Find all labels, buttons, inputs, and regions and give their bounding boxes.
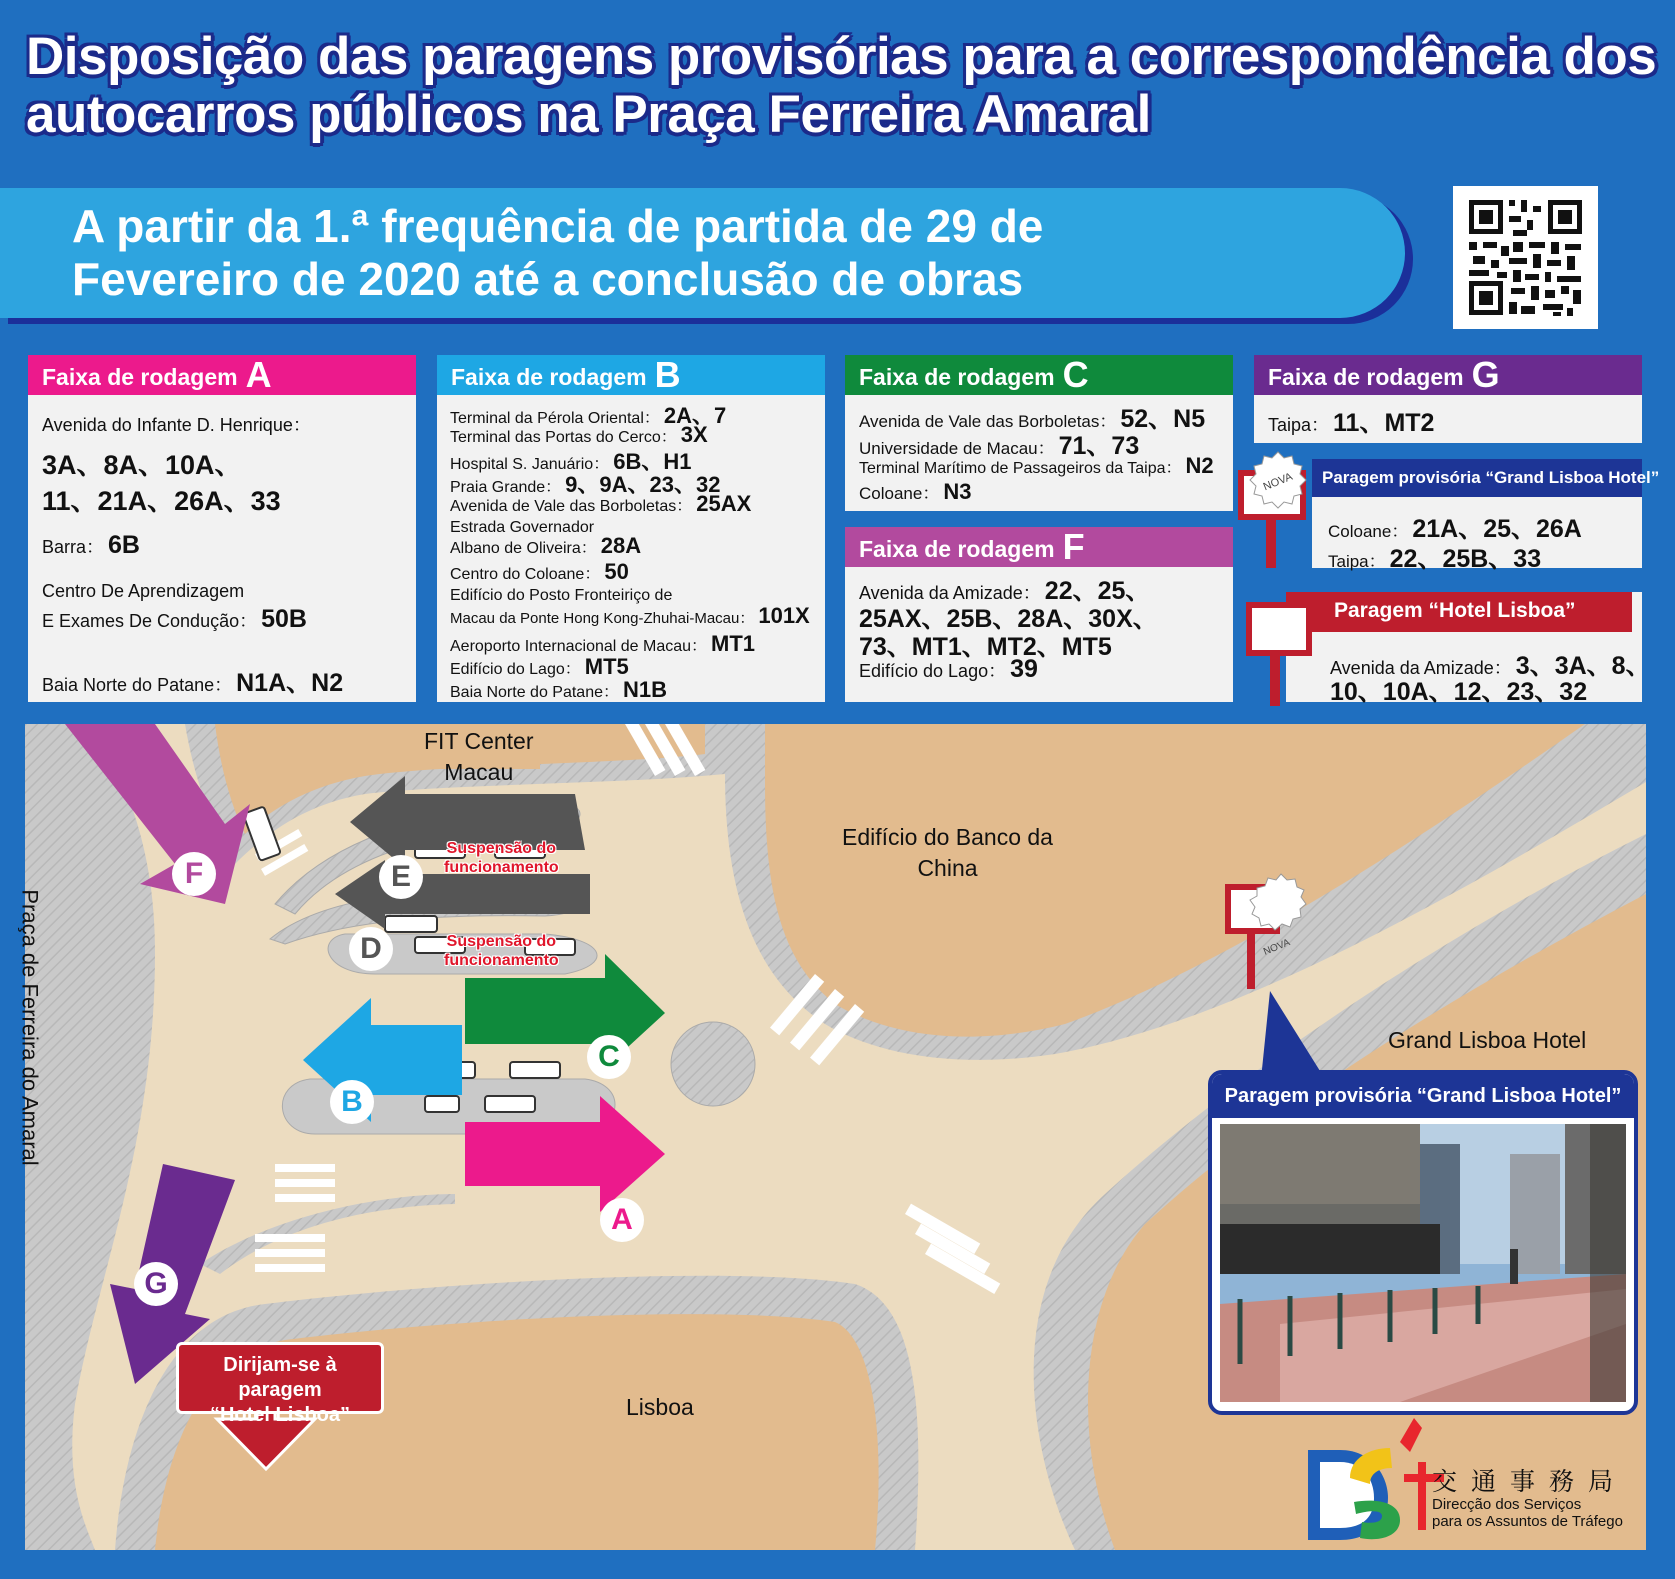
lane-f-letter: F — [1062, 526, 1085, 567]
label-fit-center-line-2: Macau — [444, 759, 514, 785]
grand-lisboa-dest-2 — [1328, 539, 1541, 575]
lane-c-dest-3 — [859, 453, 1214, 479]
lane-a-dest-4-label: Baia Norte do Patane： — [42, 675, 233, 695]
label-banco-china-line-1: Edifício do Banco da — [842, 824, 1053, 850]
logo-chinese: 交通事務局 — [1432, 1467, 1628, 1496]
lane-c-dest-2-label: Universidade de Macau： — [859, 439, 1055, 458]
label-grand-lisboa-hotel: Grand Lisboa Hotel — [1388, 1027, 1587, 1053]
suspension-e-line-1: Suspensão do — [446, 840, 557, 857]
lane-b-dest-1-label: Terminal da Pérola Oriental： — [450, 410, 660, 427]
callout-title: Paragem provisória “Grand Lisboa Hotel” — [1212, 1074, 1634, 1118]
lane-b-dest-5 — [450, 491, 751, 517]
map-letter-f: F — [172, 852, 216, 896]
lane-a-dest-2 — [42, 531, 140, 560]
lane-g-header-label: Faixa de rodagem — [1268, 364, 1464, 390]
lane-g-letter: G — [1471, 354, 1500, 395]
lane-c-dest-1-label: Avenida de Vale das Borboletas： — [859, 412, 1117, 431]
lane-a-dest-1-label: Avenida do Infante D. Henrique： — [42, 415, 311, 435]
label-praca-ferreira: Praça de Ferreira do Amaral — [17, 889, 43, 1166]
lane-b-dest-4-label: Praia Grande： — [450, 479, 562, 496]
title-line-1: Disposição das paragens provisórias para a correspondência dos — [26, 27, 1657, 86]
hotel-lisboa-dest-1-routes: 3、3A、8、 — [1515, 652, 1651, 680]
lane-b-dest-8-routes: 101X — [758, 603, 810, 628]
lane-f-dest-1-routes: 22、25、 — [1044, 577, 1151, 605]
map-letter-g: G — [134, 1262, 178, 1306]
lane-b-dest-10-routes: MT5 — [584, 654, 629, 679]
lane-b-dest-5-label: Avenida de Vale das Borboletas： — [450, 498, 693, 515]
grand-lisboa-stop-header: Paragem provisória “Grand Lisboa Hotel” — [1312, 459, 1642, 497]
lane-b-dest-6 — [450, 533, 641, 559]
lane-b-dest-5-routes: 25AX — [696, 491, 752, 516]
subtitle-line-2: Fevereiro de 2020 até a conclusão de obras — [72, 253, 1024, 305]
lane-a-routes-1: 3A、8A、10A、 — [42, 450, 242, 480]
lane-f-routes-2: 25AX、25B、28A、30X、 — [859, 605, 1158, 633]
lane-f-dest-2 — [859, 655, 1038, 684]
redirect-box — [176, 1342, 384, 1426]
lane-f-routes-3: 73、MT1、MT2、MT5 — [859, 633, 1112, 661]
suspension-label-e — [444, 839, 559, 877]
hotel-lisboa-routes-2: 10、10A、12、23、32 — [1330, 678, 1588, 706]
lane-b-dest-8-label: Macau da Ponte Hong Kong-Zhuhai-Macau： — [450, 610, 755, 627]
roundabout-island — [671, 1022, 755, 1106]
lane-c-dest-4 — [859, 479, 971, 505]
map-letter-d: D — [349, 927, 393, 971]
grand-lisboa-dest-1-label: Coloane： — [1328, 522, 1409, 541]
lane-a-dest-3-label: E Exames De Condução： — [42, 611, 258, 631]
lane-b-dest-10-label: Edifício do Lago： — [450, 661, 581, 678]
grand-lisboa-stop-panel — [1312, 459, 1660, 573]
hotel-lisboa-stop-panel — [1286, 592, 1651, 706]
label-banco-china — [842, 822, 1053, 884]
lane-a-routes-2: 11、21A、26A、33 — [42, 486, 281, 516]
suspension-e-line-2: funcionamento — [444, 859, 559, 876]
lane-b-header — [437, 355, 825, 395]
grand-lisboa-dest-2-routes: 22、25B、33 — [1389, 545, 1542, 573]
lane-b-dest-3-label: Hospital S. Januário： — [450, 456, 610, 473]
lane-b-dest-2-label: Terminal das Portas do Cerco： — [450, 429, 677, 446]
hotel-lisboa-dest-1-label: Avenida da Amizade： — [1330, 658, 1512, 678]
lane-b-dest-2-routes: 3X — [680, 422, 708, 447]
lane-a-dest-4 — [42, 663, 343, 699]
lane-a-panel — [28, 355, 416, 702]
lane-b-dest-11-label: Baia Norte do Patane： — [450, 684, 619, 701]
lane-b-dest-7-label: Centro do Coloane： — [450, 566, 601, 583]
nova-badge-text: NOVA — [1261, 470, 1295, 494]
lane-b-letter: B — [654, 354, 681, 395]
lane-g-header — [1254, 355, 1642, 395]
lane-g-dest-1 — [1268, 403, 1434, 439]
lane-a-dest-4-routes: N1A、N2 — [236, 669, 344, 697]
grand-lisboa-dest-1-routes: 21A、25、26A — [1412, 515, 1582, 543]
lane-c-dest-1-routes: 52、N5 — [1120, 405, 1206, 433]
lane-c-dest-4-routes: N3 — [943, 479, 972, 504]
lane-b-dest-6-routes: 28A — [600, 533, 642, 558]
grand-lisboa-callout — [1208, 1070, 1638, 1415]
lane-g-dest-1-routes: 11、MT2 — [1333, 409, 1435, 437]
label-fit-center — [424, 726, 534, 788]
lane-c-header — [845, 355, 1233, 395]
lane-f-dest-2-label: Edifício do Lago： — [859, 661, 1007, 681]
lane-b-panel — [437, 355, 825, 702]
lane-a-header — [28, 355, 416, 395]
hotel-lisboa-stop-header: Paragem “Hotel Lisboa” — [1286, 592, 1632, 632]
lane-c-dest-4-label: Coloane： — [859, 484, 940, 503]
lane-b-dest-4-routes: 9、9A、23、32 — [565, 472, 721, 497]
lane-c-dest-3-routes: N2 — [1185, 453, 1214, 478]
label-fit-center-line-1: FIT Center — [424, 728, 534, 754]
lane-f-header — [845, 527, 1233, 567]
lane-a-dest-2-routes: 6B — [108, 531, 140, 559]
lane-b-dest-7-routes: 50 — [604, 559, 629, 584]
map-letter-c: C — [587, 1035, 631, 1079]
qr-code[interactable] — [1453, 186, 1598, 329]
lane-f-header-label: Faixa de rodagem — [859, 536, 1055, 562]
lane-b-dest-1-routes: 2A、7 — [663, 403, 727, 428]
subtitle-line-1: A partir da 1.ª frequência de partida de 29 de — [72, 200, 1044, 252]
lane-a-letter: A — [245, 354, 272, 395]
lane-b-dest-9-label: Aeroporto Internacional de Macau： — [450, 638, 708, 655]
lane-b-dest-8 — [450, 603, 810, 629]
map-letter-e: E — [379, 855, 423, 899]
hotel-lisboa-stop-sign-icon — [1244, 596, 1316, 708]
label-banco-china-line-2: China — [917, 855, 978, 881]
map-letter-b: B — [330, 1080, 374, 1124]
lane-b-dest-3-routes: 6B、H1 — [613, 449, 692, 474]
lane-a-dest-3a-label: Centro De Aprendizagem — [42, 581, 245, 601]
redirect-line-2: “Hotel Lisboa” — [209, 1404, 350, 1426]
lane-b-dest-8a-label: Edifício do Posto Fronteiriço de — [450, 587, 673, 604]
lane-b-dest-9-routes: MT1 — [711, 631, 756, 656]
lane-a-dest-3 — [42, 605, 307, 634]
lane-c-header-label: Faixa de rodagem — [859, 364, 1055, 390]
page-title — [26, 27, 1657, 144]
title-line-2: autocarros públicos na Praça Ferreira Amaral — [26, 85, 1151, 144]
street-photo — [1220, 1124, 1626, 1402]
lane-c-panel — [845, 355, 1233, 511]
label-lisboa: Lisboa — [626, 1394, 694, 1420]
suspension-d-line-2: funcionamento — [444, 952, 559, 969]
lane-a-dest-3-routes: 50B — [261, 605, 307, 633]
map-letter-a: A — [600, 1198, 644, 1242]
lane-g-dest-1-label: Taipa： — [1268, 415, 1330, 435]
subtitle — [72, 200, 1043, 306]
lane-b-header-label: Faixa de rodagem — [451, 364, 647, 390]
lane-f-dest-2-routes: 39 — [1010, 655, 1038, 683]
lane-c-dest-3-label: Terminal Marítimo de Passageiros da Taipa： — [859, 460, 1182, 477]
map-nova-badge: NOVA — [1261, 937, 1292, 958]
lane-b-dest-6-label: Albano de Oliveira： — [450, 540, 597, 557]
lane-b-dest-11 — [450, 677, 667, 703]
lane-b-dest-6a-label: Estrada Governador — [450, 519, 595, 536]
logo-line-1: Direcção dos Serviços — [1432, 1496, 1582, 1513]
qr-code-icon — [1453, 186, 1598, 329]
lane-a-dest-2-label: Barra： — [42, 537, 105, 557]
lane-a-dest-3a — [42, 581, 244, 602]
lane-a-dest-1 — [42, 411, 311, 437]
suspension-label-d — [444, 932, 559, 970]
grand-lisboa-stop-sign-icon — [1234, 450, 1322, 570]
lane-f-dest-1-label: Avenida da Amizade： — [859, 583, 1041, 603]
suspension-d-line-1: Suspensão do — [446, 933, 557, 950]
redirect-line-1: Dirijam-se à paragem — [223, 1354, 337, 1401]
lane-f-panel — [845, 527, 1233, 702]
logo-text — [1432, 1496, 1623, 1530]
lane-c-dest-2-routes: 71、73 — [1058, 432, 1140, 460]
lane-b-dest-11-routes: N1B — [623, 677, 668, 702]
logo-line-2: para os Assuntos de Tráfego — [1432, 1513, 1623, 1530]
lane-g-panel — [1254, 355, 1642, 443]
lane-c-letter: C — [1062, 354, 1089, 395]
lane-a-header-label: Faixa de rodagem — [42, 364, 238, 390]
grand-lisboa-dest-2-label: Taipa： — [1328, 552, 1386, 571]
lane-b-dest-7 — [450, 559, 629, 585]
